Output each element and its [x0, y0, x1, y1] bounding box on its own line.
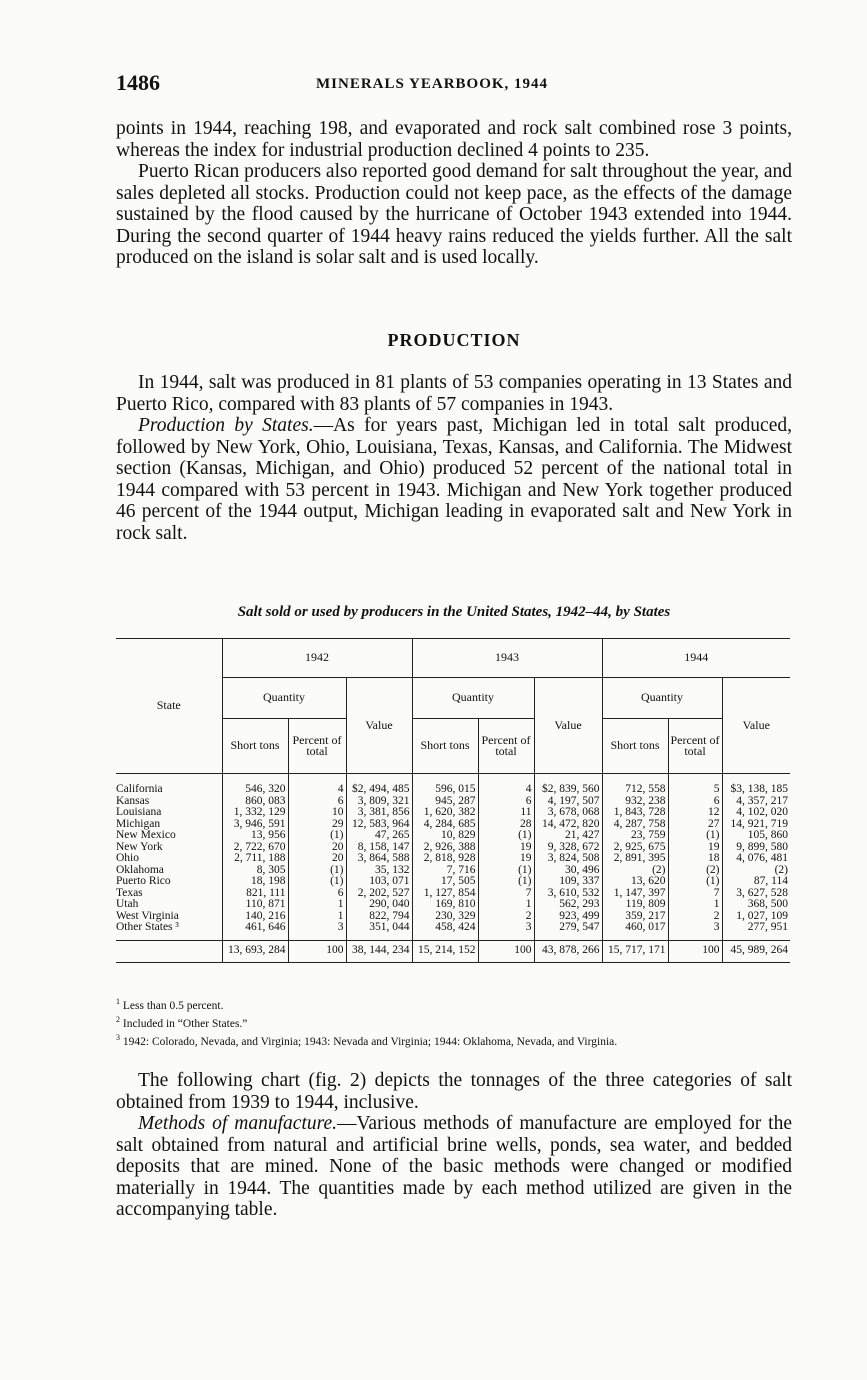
table-cell: 4, 197, 507 — [534, 796, 602, 808]
by-states-paragraph — [116, 415, 792, 544]
table-cell: (1) — [668, 876, 722, 888]
table-cell: 29 — [288, 819, 346, 831]
footnotes — [116, 995, 792, 1048]
table-body — [116, 774, 790, 963]
table-cell: 1 — [288, 911, 346, 923]
table-cell: 14, 472, 820 — [534, 819, 602, 831]
methods-paragraph — [116, 1113, 792, 1221]
table-cell: 3, 824, 508 — [534, 853, 602, 865]
table-cell: 1 — [478, 899, 534, 911]
table-row — [116, 774, 790, 796]
table-cell: 923, 499 — [534, 911, 602, 923]
table-cell: 12 — [668, 807, 722, 819]
intro-paragraph-1: points in 1944, reaching 198, and evaporated and rock salt combined rose 3 points, whereas the index for industrial production declined 4 points to 235. — [116, 118, 792, 161]
short-tons-header: Short tons — [222, 719, 288, 774]
value-header: Value — [346, 678, 412, 774]
table-cell: 23, 759 — [602, 830, 668, 842]
table-cell: 7 — [478, 888, 534, 900]
table-cell: 460, 017 — [602, 922, 668, 940]
table-cell: (1) — [288, 876, 346, 888]
year-header-1942: 1942 — [222, 639, 412, 678]
table-cell: 6 — [288, 888, 346, 900]
state-cell: Ohio — [116, 852, 139, 864]
intro-paragraph-2: Puerto Rican producers also reported good demand for salt throughout the year, and sales depleted all stocks. Production could not keep pace, as the effects of the damage sustained by the flood caused by the hurricane of October 1943 extended into 1944. During the second quarter of 1944 heavy rains reduced the yields further. All the salt produced on the island is solar salt and is used locally. — [116, 161, 792, 268]
table-cell: 2, 891, 395 — [602, 853, 668, 865]
state-cell: Michigan — [116, 817, 161, 830]
page-number: 1486 — [116, 70, 160, 95]
table-cell: 4 — [288, 774, 346, 796]
table-cell: 109, 337 — [534, 876, 602, 888]
table-cell: 27 — [668, 819, 722, 831]
by-states-lead: Production by States. — [138, 415, 314, 436]
table-cell: 9, 328, 672 — [534, 842, 602, 854]
table-cell: (1) — [478, 876, 534, 888]
total-cell: 38, 144, 234 — [346, 940, 412, 963]
state-cell: California — [116, 783, 163, 795]
table-cell: 87, 114 — [722, 876, 790, 888]
table-cell: 10 — [288, 807, 346, 819]
total-cell: 100 — [288, 940, 346, 963]
table-cell: 562, 293 — [534, 899, 602, 911]
production-text — [116, 372, 792, 544]
table-cell: 4, 284, 685 — [412, 819, 478, 831]
footnote-text: 1942: Colorado, Nevada, and Virginia; 1943: Nevada and Virginia; 1944: Oklahoma, Nevada, and Virginia. — [122, 1035, 618, 1048]
table-cell: 2 — [668, 911, 722, 923]
table-cell: 19 — [668, 842, 722, 854]
table-cell: 3, 864, 588 — [346, 853, 412, 865]
table-cell: 5 — [668, 774, 722, 796]
table-cell: 119, 809 — [602, 899, 668, 911]
methods-text: —Various methods of manufacture are employed for the salt obtained from natural and artificial brine wells, ponds, sea water, and bedded deposits that are mined. None of the basic methods were changed or modified materially in 1944. The quantities made by each method utilized are given in the accompanying table. — [116, 1113, 792, 1220]
table-row — [116, 922, 790, 940]
state-cell: New Mexico — [116, 829, 176, 841]
table-cell: 1 — [288, 899, 346, 911]
table-cell: 11 — [478, 807, 534, 819]
table-cell: 461, 646 — [222, 922, 288, 940]
year-header-1944: 1944 — [602, 639, 790, 678]
state-cell: Texas — [116, 886, 143, 899]
short-tons-header: Short tons — [602, 719, 668, 774]
table-cell: 10, 829 — [412, 830, 478, 842]
table-cell: 277, 951 — [722, 922, 790, 940]
table-cell: 2, 722, 670 — [222, 842, 288, 854]
production-paragraph: In 1944, salt was produced in 81 plants of 53 companies operating in 13 States and Puerto Rico, compared with 83 plants of 57 companies in 1943. — [116, 372, 792, 415]
total-cell: 100 — [668, 940, 722, 963]
quantity-header: Quantity — [222, 678, 346, 719]
table-cell: 458, 424 — [412, 922, 478, 940]
table-cell: (1) — [668, 830, 722, 842]
short-tons-header: Short tons — [412, 719, 478, 774]
table-cell: 230, 329 — [412, 911, 478, 923]
table-cell: 3, 627, 528 — [722, 888, 790, 900]
table-cell: (2) — [722, 865, 790, 877]
state-column-header: State — [116, 639, 222, 774]
table-cell: 20 — [288, 853, 346, 865]
table-cell: 8, 158, 147 — [346, 842, 412, 854]
total-cell: 15, 214, 152 — [412, 940, 478, 963]
table-cell: 279, 547 — [534, 922, 602, 940]
state-cell: New York — [116, 840, 163, 853]
total-cell: 15, 717, 171 — [602, 940, 668, 963]
table-cell: 712, 558 — [602, 774, 668, 796]
table-cell: 3 — [668, 922, 722, 940]
table-cell: 4, 076, 481 — [722, 853, 790, 865]
table-cell: 1, 127, 854 — [412, 888, 478, 900]
table-cell: 35, 132 — [346, 865, 412, 877]
percent-header: Percent of total — [668, 719, 722, 774]
year-header-1943: 1943 — [412, 639, 602, 678]
state-cell: Other States ³ — [116, 921, 179, 933]
total-cell: 45, 989, 264 — [722, 940, 790, 963]
table-cell: 47, 265 — [346, 830, 412, 842]
table-cell: $2, 494, 485 — [346, 774, 412, 796]
table-cell: 140, 216 — [222, 911, 288, 923]
quantity-header: Quantity — [412, 678, 534, 719]
footnote-mark: 3 — [116, 1032, 120, 1042]
running-title: MINERALS YEARBOOK, 1944 — [316, 76, 549, 92]
table-cell: (1) — [288, 865, 346, 877]
table-cell: 7, 716 — [412, 865, 478, 877]
table-cell: 6 — [668, 796, 722, 808]
table-row — [116, 853, 790, 865]
table-cell: 8, 305 — [222, 865, 288, 877]
table-cell: 2, 925, 675 — [602, 842, 668, 854]
page-header — [116, 70, 792, 100]
footnote-text: Less than 0.5 percent. — [122, 999, 224, 1012]
table-cell: 2 — [478, 911, 534, 923]
table-cell: 9, 899, 580 — [722, 842, 790, 854]
state-cell: Utah — [116, 898, 139, 910]
table-cell: 368, 500 — [722, 899, 790, 911]
table-cell: 13, 956 — [222, 830, 288, 842]
footnote — [116, 1013, 792, 1031]
footnote — [116, 995, 792, 1013]
table-row — [116, 876, 790, 888]
section-heading: PRODUCTION — [387, 330, 521, 350]
table-cell: 860, 083 — [222, 796, 288, 808]
table-cell: 103, 071 — [346, 876, 412, 888]
footnote-mark: 2 — [116, 1014, 120, 1024]
table-row — [116, 899, 790, 911]
table-row — [116, 830, 790, 842]
table-cell: 596, 015 — [412, 774, 478, 796]
table-cell: 822, 794 — [346, 911, 412, 923]
footnote-text: Included in “Other States.” — [122, 1017, 248, 1030]
table-cell: (1) — [478, 830, 534, 842]
table-cell: 30, 496 — [534, 865, 602, 877]
salt-table-wrapper — [116, 638, 792, 963]
table-cell: 20 — [288, 842, 346, 854]
chart-paragraph: The following chart (fig. 2) depicts the tonnages of the three categories of salt obtained from 1939 to 1944, inclusive. — [116, 1070, 792, 1113]
table-cell: 1 — [668, 899, 722, 911]
table-cell: 3, 946, 591 — [222, 819, 288, 831]
value-header: Value — [722, 678, 790, 774]
closing-text — [116, 1070, 792, 1221]
table-cell: 2, 926, 388 — [412, 842, 478, 854]
footnote — [116, 1031, 792, 1049]
table-cell: 19 — [478, 842, 534, 854]
total-label-cell — [116, 940, 222, 963]
table-cell: 3 — [478, 922, 534, 940]
table-cell: 4, 357, 217 — [722, 796, 790, 808]
table-cell: 3, 381, 856 — [346, 807, 412, 819]
table-cell: 1, 332, 129 — [222, 807, 288, 819]
table-cell: 945, 287 — [412, 796, 478, 808]
table-cell: 7 — [668, 888, 722, 900]
value-header: Value — [534, 678, 602, 774]
table-cell: 1, 027, 109 — [722, 911, 790, 923]
table-cell: $3, 138, 185 — [722, 774, 790, 796]
state-cell: Puerto Rico — [116, 875, 171, 887]
table-cell: 2, 818, 928 — [412, 853, 478, 865]
table-cell: 169, 810 — [412, 899, 478, 911]
table-cell: 105, 860 — [722, 830, 790, 842]
table-cell: (1) — [288, 830, 346, 842]
table-cell: 4, 287, 758 — [602, 819, 668, 831]
by-states-text: —As for years past, Michigan led in total salt produced, followed by New York, Ohio, Louisiana, Texas, Kansas, and California. The Midwest section (Kansas, Michigan, and Ohio) produced 52 percent of the national total in 1944 compared with 53 percent in 1943. Michigan and New York together produced 46 percent of the 1944 output, Michigan leading in evaporated salt and New York in rock salt. — [116, 415, 792, 544]
table-cell: 4, 102, 020 — [722, 807, 790, 819]
table-cell: 6 — [288, 796, 346, 808]
table-cell: 4 — [478, 774, 534, 796]
table-cell: 18, 198 — [222, 876, 288, 888]
table-cell: 13, 620 — [602, 876, 668, 888]
table-cell: 19 — [478, 853, 534, 865]
total-cell: 100 — [478, 940, 534, 963]
table-cell: 359, 217 — [602, 911, 668, 923]
quantity-header: Quantity — [602, 678, 722, 719]
percent-header: Percent of total — [288, 719, 346, 774]
total-cell: 13, 693, 284 — [222, 940, 288, 963]
table-cell: (1) — [478, 865, 534, 877]
state-cell: West Virginia — [116, 909, 179, 922]
table-cell: 110, 871 — [222, 899, 288, 911]
intro-text — [116, 118, 792, 269]
table-row — [116, 807, 790, 819]
total-cell: 43, 878, 266 — [534, 940, 602, 963]
table-cell: 12, 583, 964 — [346, 819, 412, 831]
table-cell: 821, 111 — [222, 888, 288, 900]
table-cell: 290, 040 — [346, 899, 412, 911]
table-caption: Salt sold or used by producers in the United States, 1942–44, by States — [237, 604, 671, 620]
table-cell: 351, 044 — [346, 922, 412, 940]
table-cell: 2, 711, 188 — [222, 853, 288, 865]
table-cell: 14, 921, 719 — [722, 819, 790, 831]
table-cell: 932, 238 — [602, 796, 668, 808]
table-cell: 21, 427 — [534, 830, 602, 842]
table-cell: (2) — [602, 865, 668, 877]
table-cell: 17, 505 — [412, 876, 478, 888]
table-cell: 18 — [668, 853, 722, 865]
state-cell: Oklahoma — [116, 863, 164, 876]
salt-table — [116, 638, 790, 963]
table-cell: 2, 202, 527 — [346, 888, 412, 900]
table-cell: 546, 320 — [222, 774, 288, 796]
state-cell: Louisiana — [116, 806, 162, 818]
table-cell: 3 — [288, 922, 346, 940]
table-cell: 3, 809, 321 — [346, 796, 412, 808]
table-cell: 1, 147, 397 — [602, 888, 668, 900]
table-cell: 28 — [478, 819, 534, 831]
table-cell: $2, 839, 560 — [534, 774, 602, 796]
footnote-mark: 1 — [116, 997, 120, 1006]
table-cell: 6 — [478, 796, 534, 808]
state-cell: Kansas — [116, 794, 150, 807]
table-cell: 3, 678, 068 — [534, 807, 602, 819]
methods-lead: Methods of manufacture. — [138, 1113, 338, 1134]
table-cell: 1, 843, 728 — [602, 807, 668, 819]
percent-header: Percent of total — [478, 719, 534, 774]
table-cell: 1, 620, 382 — [412, 807, 478, 819]
table-cell: 3, 610, 532 — [534, 888, 602, 900]
total-row — [116, 940, 790, 963]
table-cell: (2) — [668, 865, 722, 877]
